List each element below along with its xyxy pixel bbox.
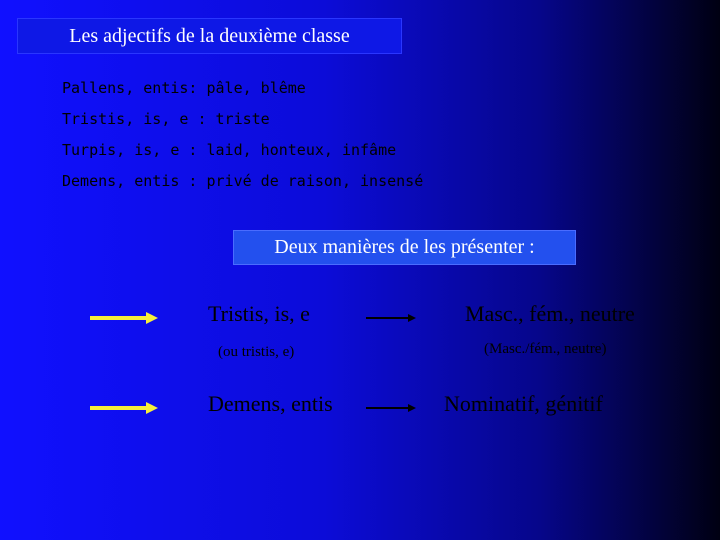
adjective-form-2: Demens, entis <box>208 391 333 416</box>
slide-title: Les adjectifs de la deuxième classe <box>17 18 402 54</box>
meaning-1: Masc., fém., neutre <box>465 301 635 326</box>
vocab-item: Demens, entis : privé de raison, insensé <box>62 172 424 190</box>
meaning-2: Nominatif, génitif <box>444 391 603 416</box>
subtitle-box: Deux manières de les présenter : <box>233 230 576 265</box>
form-note-1: (ou tristis, e) <box>218 344 295 360</box>
yellow-arrow-icon <box>88 310 160 326</box>
vocab-item: Pallens, entis: pâle, blême <box>62 79 306 97</box>
black-arrow-icon <box>364 402 418 414</box>
adjective-form-1: Tristis, is, e <box>208 301 310 326</box>
vocab-item: Tristis, is, e : triste <box>62 110 270 128</box>
yellow-arrow-icon <box>88 400 160 416</box>
vocab-item: Turpis, is, e : laid, honteux, infâme <box>62 141 397 159</box>
black-arrow-icon <box>364 312 418 324</box>
vocabulary-list <box>62 76 423 200</box>
meaning-note-1: (Masc./fém., neutre) <box>484 341 607 357</box>
